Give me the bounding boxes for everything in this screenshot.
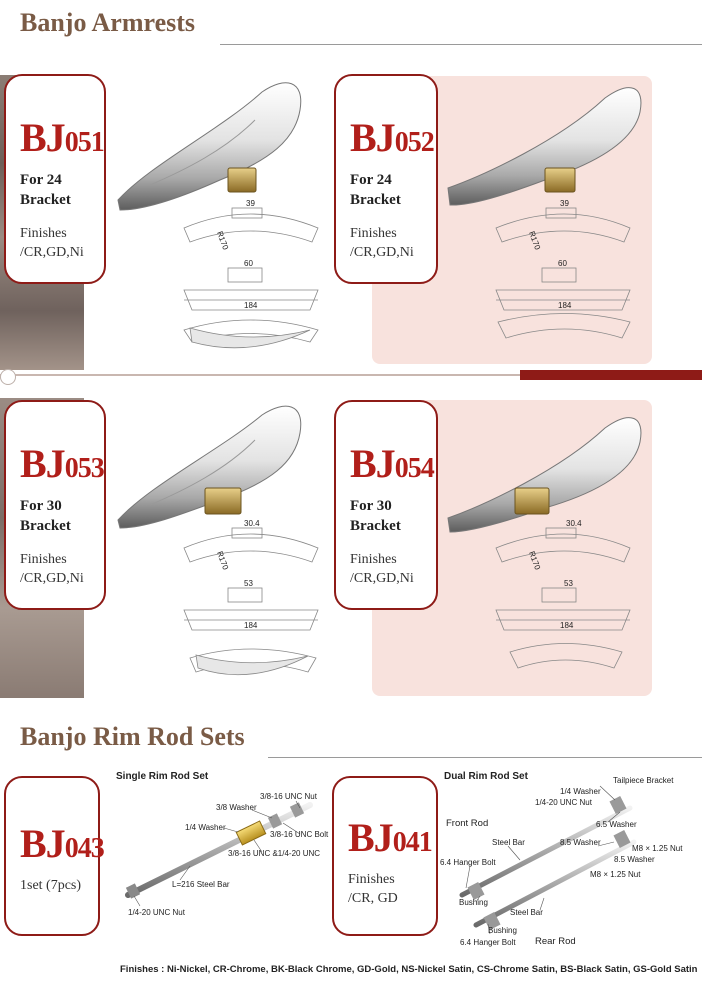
label-washer-14: 1/4 Washer xyxy=(185,823,226,832)
dim-label: 184 xyxy=(558,301,572,310)
label-nut-1420: 1/4-20 UNC Nut xyxy=(128,908,185,917)
section-title-rim-rod-sets: Banjo Rim Rod Sets xyxy=(20,722,245,751)
label-hanger-bolt-1: 6.4 Hanger Bolt xyxy=(440,858,496,867)
label-washer-65: 6.5 Washer xyxy=(596,820,637,829)
label-washer-85b: 8.5 Washer xyxy=(614,855,655,864)
product-finishes: Finishes /CR,GD,Ni xyxy=(20,552,84,586)
section-title-armrests: Banjo Armrests xyxy=(20,8,196,37)
label-washer-38: 3/8 Washer xyxy=(216,803,257,812)
label-front-rod: Front Rod xyxy=(446,818,489,829)
label-nut-m8-2: M8 × 1.25 Nut xyxy=(590,870,641,879)
label-washer-14: 1/4 Washer xyxy=(560,787,601,796)
product-bracket: For 30 Bracket xyxy=(350,498,401,534)
label-washer-85: 8.5 Washer xyxy=(560,838,601,847)
label-coupler: 3/8-16 UNC &1/4-20 UNC xyxy=(228,849,321,858)
product-code: BJ041 xyxy=(348,815,432,860)
product-bracket: For 24 Bracket xyxy=(20,172,71,208)
product-code: BJ052 xyxy=(350,115,434,160)
dim-label: 39 xyxy=(246,199,255,208)
label-bolt-3816: 3/8-16 UNC Bolt xyxy=(270,830,329,839)
label-rear-rod: Rear Rod xyxy=(535,936,576,947)
single-rod-title: Single Rim Rod Set xyxy=(116,771,209,782)
dim-label: 53 xyxy=(244,579,253,588)
dim-label: 184 xyxy=(560,621,574,630)
label-steel-bar-1: Steel Bar xyxy=(492,838,525,847)
label-nut-1420: 1/4-20 UNC Nut xyxy=(535,798,592,807)
dim-label: 30.4 xyxy=(244,519,260,528)
product-finishes: Finishes /CR, GD xyxy=(348,872,398,906)
dim-label: 39 xyxy=(560,199,569,208)
dim-label: 184 xyxy=(244,301,258,310)
label-tailpiece-bracket: Tailpiece Bracket xyxy=(613,776,674,785)
dim-label: 60 xyxy=(558,259,567,268)
dim-label: R170 xyxy=(215,549,231,572)
dim-label: R170 xyxy=(215,229,231,252)
dim-label: R170 xyxy=(527,549,543,572)
product-code: BJ051 xyxy=(20,115,104,160)
finishes-legend: Finishes : Ni-Nickel, CR-Chrome, BK-Black Chrome, GD-Gold, NS-Nickel Satin, CS-Chrome Satin, BS-Black Satin, GS-Gold Satin xyxy=(120,964,698,975)
dim-label: 60 xyxy=(244,259,253,268)
dual-rod-title: Dual Rim Rod Set xyxy=(444,771,528,782)
label-hanger-bolt-2: 6.4 Hanger Bolt xyxy=(460,938,516,947)
product-bracket: For 30 Bracket xyxy=(20,498,71,534)
label-steel-bar-2: Steel Bar xyxy=(510,908,543,917)
dim-label: 53 xyxy=(564,579,573,588)
dim-label: 184 xyxy=(244,621,258,630)
label-nut-m8-1: M8 × 1.25 Nut xyxy=(632,844,683,853)
dim-label: R170 xyxy=(527,229,543,252)
product-finishes: Finishes /CR,GD,Ni xyxy=(350,226,414,260)
product-code: BJ053 xyxy=(20,441,104,486)
label-steel-bar: L=216 Steel Bar xyxy=(172,880,230,889)
label-nut-3816: 3/8-16 UNC Nut xyxy=(260,792,317,801)
product-finishes: Finishes /CR,GD,Ni xyxy=(350,552,414,586)
product-quantity: 1set (7pcs) xyxy=(20,878,82,893)
product-code: BJ043 xyxy=(20,821,104,866)
product-finishes: Finishes /CR,GD,Ni xyxy=(20,226,84,260)
label-bushing-2: Bushing xyxy=(488,926,517,935)
product-code: BJ054 xyxy=(350,441,434,486)
dim-label: 30.4 xyxy=(566,519,582,528)
label-bushing-1: Bushing xyxy=(459,898,488,907)
product-bracket: For 24 Bracket xyxy=(350,172,401,208)
